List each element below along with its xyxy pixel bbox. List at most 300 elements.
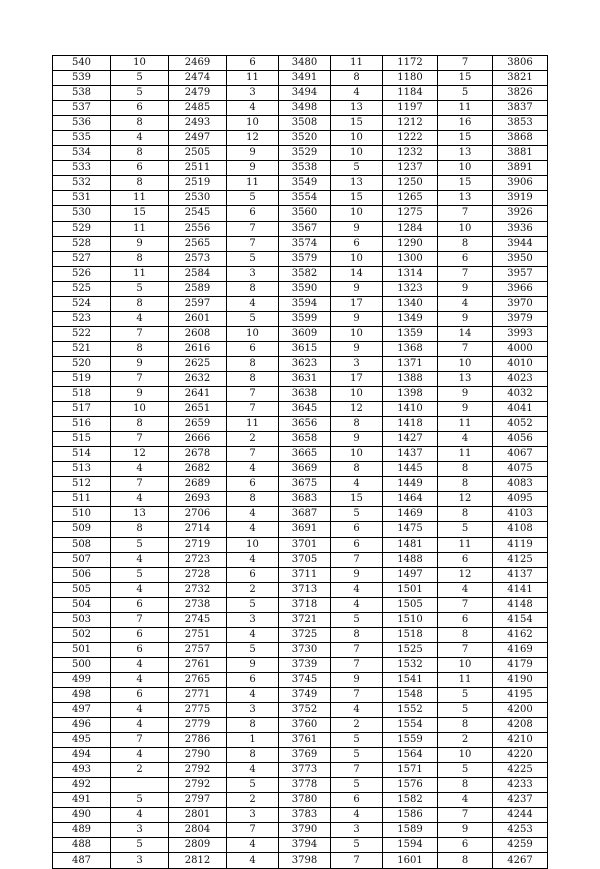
table-cell: 12 [331, 402, 383, 417]
table-cell: 4075 [493, 462, 548, 477]
table-cell: 12 [438, 567, 493, 582]
table-cell: 8 [227, 356, 279, 371]
table-cell: 10 [111, 56, 169, 71]
table-cell: 5 [331, 507, 383, 522]
table-cell: 3599 [279, 311, 331, 326]
table-cell: 1368 [383, 341, 438, 356]
table-cell: 2801 [169, 808, 227, 823]
table-cell: 8 [227, 371, 279, 386]
table-cell: 2732 [169, 582, 227, 597]
table-cell: 4056 [493, 432, 548, 447]
table-cell: 4137 [493, 567, 548, 582]
table-cell: 3881 [493, 146, 548, 161]
table-cell: 9 [331, 432, 383, 447]
table-cell: 8 [331, 417, 383, 432]
table-cell: 1541 [383, 672, 438, 687]
table-cell: 4 [111, 748, 169, 763]
table-cell: 501 [53, 642, 111, 657]
table-cell: 1586 [383, 808, 438, 823]
table-cell: 3669 [279, 462, 331, 477]
table-cell: 1212 [383, 116, 438, 131]
table-cell: 2565 [169, 236, 227, 251]
table-cell: 2666 [169, 432, 227, 447]
table-cell: 508 [53, 537, 111, 552]
table-cell: 538 [53, 86, 111, 101]
table-cell: 4162 [493, 627, 548, 642]
table-row [53, 567, 548, 582]
table-cell: 3821 [493, 71, 548, 86]
table-cell: 4154 [493, 612, 548, 627]
table-cell: 540 [53, 56, 111, 71]
table-cell: 4233 [493, 778, 548, 793]
table-cell: 1 [227, 733, 279, 748]
table-cell: 3638 [279, 387, 331, 402]
table-cell: 5 [111, 567, 169, 582]
table-cell: 1488 [383, 552, 438, 567]
table-row [53, 341, 548, 356]
table-cell: 3560 [279, 206, 331, 221]
table-cell: 1314 [383, 266, 438, 281]
table-cell: 535 [53, 131, 111, 146]
table-cell: 2745 [169, 612, 227, 627]
table-cell: 7 [438, 206, 493, 221]
table-cell: 5 [111, 86, 169, 101]
table-cell: 3582 [279, 266, 331, 281]
table-cell: 8 [438, 462, 493, 477]
table-cell: 3773 [279, 763, 331, 778]
table-cell: 11 [111, 266, 169, 281]
table-cell: 4 [111, 131, 169, 146]
table-cell: 3480 [279, 56, 331, 71]
table-cell: 1505 [383, 597, 438, 612]
table-cell: 2693 [169, 492, 227, 507]
table-cell: 5 [331, 748, 383, 763]
table-cell: 6 [227, 567, 279, 582]
table-cell: 7 [438, 808, 493, 823]
table-cell: 8 [111, 417, 169, 432]
table-cell: 6 [227, 672, 279, 687]
table-cell: 7 [227, 236, 279, 251]
table-cell: 4125 [493, 552, 548, 567]
table-cell: 9 [227, 161, 279, 176]
table-cell: 7 [438, 266, 493, 281]
table-cell: 3631 [279, 371, 331, 386]
table-cell: 4148 [493, 597, 548, 612]
table-cell: 13 [331, 101, 383, 116]
table-row [53, 477, 548, 492]
table-row [53, 131, 548, 146]
table-cell: 1445 [383, 462, 438, 477]
table-cell: 4179 [493, 657, 548, 672]
table-cell: 518 [53, 387, 111, 402]
table-cell: 488 [53, 838, 111, 853]
table-cell: 516 [53, 417, 111, 432]
table-cell: 3554 [279, 191, 331, 206]
table-cell: 11 [227, 176, 279, 191]
table-cell: 11 [227, 71, 279, 86]
table-cell: 4210 [493, 733, 548, 748]
table-row [53, 146, 548, 161]
table-cell: 15 [111, 206, 169, 221]
table-cell: 4 [331, 86, 383, 101]
table-cell: 2689 [169, 477, 227, 492]
table-cell: 1510 [383, 612, 438, 627]
table-cell: 1371 [383, 356, 438, 371]
table-cell: 10 [438, 161, 493, 176]
table-cell: 3701 [279, 537, 331, 552]
table-cell: 3806 [493, 56, 548, 71]
table-cell: 1300 [383, 251, 438, 266]
table-cell: 7 [227, 221, 279, 236]
table-cell: 6 [111, 101, 169, 116]
table-cell: 490 [53, 808, 111, 823]
table-cell: 487 [53, 853, 111, 868]
table-cell: 499 [53, 672, 111, 687]
table-cell: 2641 [169, 387, 227, 402]
table-cell: 3739 [279, 657, 331, 672]
table-cell: 8 [438, 853, 493, 868]
table-cell: 2 [227, 582, 279, 597]
table-cell: 3794 [279, 838, 331, 853]
table-row [53, 71, 548, 86]
table-cell: 7 [331, 763, 383, 778]
table-cell: 3979 [493, 311, 548, 326]
table-row [53, 778, 548, 793]
table-cell: 10 [227, 326, 279, 341]
table-cell: 1172 [383, 56, 438, 71]
table-cell: 15 [438, 176, 493, 191]
table-cell: 497 [53, 703, 111, 718]
table-cell: 2751 [169, 627, 227, 642]
table-cell: 4083 [493, 477, 548, 492]
table-row [53, 733, 548, 748]
table-cell: 9 [111, 387, 169, 402]
table-cell: 5 [438, 763, 493, 778]
table-cell: 2 [227, 432, 279, 447]
table-cell: 4 [331, 703, 383, 718]
table-cell: 1589 [383, 823, 438, 838]
table-cell: 7 [227, 387, 279, 402]
table-row [53, 266, 548, 281]
table-cell: 5 [331, 161, 383, 176]
table-row [53, 356, 548, 371]
table-cell: 3966 [493, 281, 548, 296]
table-cell: 11 [111, 221, 169, 236]
table-cell: 1594 [383, 838, 438, 853]
table-cell: 3579 [279, 251, 331, 266]
table-cell: 6 [111, 642, 169, 657]
table-cell: 2797 [169, 793, 227, 808]
table-cell: 498 [53, 687, 111, 702]
table-cell: 6 [111, 161, 169, 176]
table-cell: 8 [111, 522, 169, 537]
table-cell: 4 [111, 552, 169, 567]
table-cell: 8 [438, 778, 493, 793]
table-cell: 512 [53, 477, 111, 492]
table-cell: 10 [331, 447, 383, 462]
table-cell: 10 [331, 146, 383, 161]
table-cell: 4 [227, 462, 279, 477]
table-row [53, 718, 548, 733]
table-row [53, 191, 548, 206]
table-cell: 10 [438, 356, 493, 371]
table-row [53, 552, 548, 567]
table-cell: 517 [53, 402, 111, 417]
table-cell: 10 [227, 537, 279, 552]
table-cell: 5 [331, 733, 383, 748]
table-cell: 6 [331, 236, 383, 251]
table-cell: 507 [53, 552, 111, 567]
table-cell: 2775 [169, 703, 227, 718]
table-cell: 524 [53, 296, 111, 311]
table-cell: 1464 [383, 492, 438, 507]
table-cell: 17 [331, 371, 383, 386]
table-cell: 7 [438, 56, 493, 71]
table-row [53, 221, 548, 236]
table-cell: 9 [331, 311, 383, 326]
table-cell: 5 [331, 778, 383, 793]
table-cell: 3826 [493, 86, 548, 101]
table-cell: 15 [438, 131, 493, 146]
table-cell: 1559 [383, 733, 438, 748]
table-cell: 3 [227, 808, 279, 823]
table-cell: 1197 [383, 101, 438, 116]
table-row [53, 823, 548, 838]
table-cell: 3 [331, 823, 383, 838]
table-row [53, 432, 548, 447]
table-row [53, 56, 548, 71]
table-cell: 1180 [383, 71, 438, 86]
table-cell: 3 [227, 86, 279, 101]
table-row [53, 627, 548, 642]
table-cell: 10 [331, 206, 383, 221]
table-cell: 2790 [169, 748, 227, 763]
table-cell: 3790 [279, 823, 331, 838]
table-cell: 530 [53, 206, 111, 221]
table-cell: 4225 [493, 763, 548, 778]
table-cell: 2493 [169, 116, 227, 131]
table-cell: 2 [227, 793, 279, 808]
table-cell: 9 [331, 221, 383, 236]
table-row [53, 251, 548, 266]
table-cell: 15 [331, 492, 383, 507]
table-cell: 3705 [279, 552, 331, 567]
table-cell: 532 [53, 176, 111, 191]
table-cell: 5 [111, 793, 169, 808]
table-cell: 3645 [279, 402, 331, 417]
table-cell: 10 [438, 657, 493, 672]
table-cell: 9 [438, 402, 493, 417]
table-cell: 8 [111, 296, 169, 311]
table-cell: 3675 [279, 477, 331, 492]
table-cell: 6 [438, 251, 493, 266]
table-cell: 502 [53, 627, 111, 642]
table-cell: 2804 [169, 823, 227, 838]
table-cell: 4052 [493, 417, 548, 432]
table-cell: 12 [438, 492, 493, 507]
table-cell: 1481 [383, 537, 438, 552]
table-row [53, 703, 548, 718]
table-cell: 1548 [383, 687, 438, 702]
table-cell: 4237 [493, 793, 548, 808]
table-cell: 1232 [383, 146, 438, 161]
table-cell: 3520 [279, 131, 331, 146]
table-cell: 2809 [169, 838, 227, 853]
table-cell: 7 [438, 597, 493, 612]
table-cell: 9 [227, 657, 279, 672]
table-cell: 4095 [493, 492, 548, 507]
table-cell: 3658 [279, 432, 331, 447]
table-cell: 3780 [279, 793, 331, 808]
table-cell: 4 [331, 477, 383, 492]
table-cell: 4 [227, 838, 279, 853]
table-cell: 537 [53, 101, 111, 116]
table-cell: 2651 [169, 402, 227, 417]
table-cell: 6 [438, 552, 493, 567]
table-cell: 4 [227, 763, 279, 778]
table-cell: 4259 [493, 838, 548, 853]
table-cell: 509 [53, 522, 111, 537]
table-cell: 4244 [493, 808, 548, 823]
table-cell: 1427 [383, 432, 438, 447]
table-cell: 5 [227, 778, 279, 793]
table-cell: 10 [438, 221, 493, 236]
table-cell: 495 [53, 733, 111, 748]
table-row [53, 838, 548, 853]
table-cell: 12 [227, 131, 279, 146]
table-cell: 525 [53, 281, 111, 296]
table-cell: 1497 [383, 567, 438, 582]
table-cell: 2601 [169, 311, 227, 326]
table-cell: 1222 [383, 131, 438, 146]
table-cell: 13 [438, 191, 493, 206]
table-body [53, 56, 548, 869]
table-cell: 3926 [493, 206, 548, 221]
table-cell: 2659 [169, 417, 227, 432]
table-cell: 7 [111, 477, 169, 492]
table-cell: 7 [227, 823, 279, 838]
table-cell: 3957 [493, 266, 548, 281]
table-cell: 4 [438, 582, 493, 597]
table-cell: 7 [111, 733, 169, 748]
table-cell: 2 [438, 733, 493, 748]
table-cell: 11 [438, 417, 493, 432]
table-cell: 8 [111, 341, 169, 356]
table-cell: 8 [227, 281, 279, 296]
table-cell: 3761 [279, 733, 331, 748]
table-cell: 4190 [493, 672, 548, 687]
table-cell: 1265 [383, 191, 438, 206]
table-cell: 4 [111, 462, 169, 477]
table-cell: 7 [111, 612, 169, 627]
table-cell: 1554 [383, 718, 438, 733]
table-cell: 527 [53, 251, 111, 266]
table-cell: 3837 [493, 101, 548, 116]
table-cell: 5 [227, 251, 279, 266]
table-cell: 3590 [279, 281, 331, 296]
table-cell: 4000 [493, 341, 548, 356]
table-cell: 3725 [279, 627, 331, 642]
table-cell: 2792 [169, 778, 227, 793]
table-cell: 4 [111, 582, 169, 597]
table-cell: 1571 [383, 763, 438, 778]
table-cell: 9 [331, 567, 383, 582]
table-cell: 4041 [493, 402, 548, 417]
table-cell: 522 [53, 326, 111, 341]
table-cell: 7 [111, 326, 169, 341]
table-cell: 4 [227, 522, 279, 537]
table-cell: 5 [111, 281, 169, 296]
table-cell: 5 [111, 537, 169, 552]
table-cell: 6 [227, 477, 279, 492]
table-cell: 1475 [383, 522, 438, 537]
table-cell: 3713 [279, 582, 331, 597]
table-cell: 4 [227, 507, 279, 522]
table-cell: 529 [53, 221, 111, 236]
table-cell: 6 [331, 537, 383, 552]
table-cell: 9 [438, 311, 493, 326]
table-cell: 2545 [169, 206, 227, 221]
table-cell: 3494 [279, 86, 331, 101]
table-row [53, 582, 548, 597]
table-cell: 3906 [493, 176, 548, 191]
table-cell: 15 [438, 71, 493, 86]
table-cell: 514 [53, 447, 111, 462]
table-cell: 2678 [169, 447, 227, 462]
table-row [53, 763, 548, 778]
table-cell: 8 [331, 627, 383, 642]
table-cell: 1323 [383, 281, 438, 296]
table-cell: 3 [227, 266, 279, 281]
table-cell: 5 [438, 522, 493, 537]
table-cell: 5 [438, 86, 493, 101]
table-cell: 521 [53, 341, 111, 356]
table-row [53, 402, 548, 417]
table-cell: 3594 [279, 296, 331, 311]
table-cell: 1237 [383, 161, 438, 176]
table-cell: 11 [227, 417, 279, 432]
table-cell: 9 [438, 387, 493, 402]
table-cell: 1284 [383, 221, 438, 236]
table-cell: 17 [331, 296, 383, 311]
table-cell: 4103 [493, 507, 548, 522]
table-cell: 3868 [493, 131, 548, 146]
table-cell: 519 [53, 371, 111, 386]
table-cell: 1184 [383, 86, 438, 101]
table-row [53, 371, 548, 386]
table-cell: 2497 [169, 131, 227, 146]
table-row [53, 296, 548, 311]
table-cell: 1349 [383, 311, 438, 326]
table-cell: 4108 [493, 522, 548, 537]
table-cell: 4 [331, 582, 383, 597]
table-cell: 9 [111, 236, 169, 251]
table-cell: 4032 [493, 387, 548, 402]
table-cell: 503 [53, 612, 111, 627]
table-row [53, 657, 548, 672]
table-cell: 3936 [493, 221, 548, 236]
table-cell: 3783 [279, 808, 331, 823]
table-cell: 3665 [279, 447, 331, 462]
table-row [53, 161, 548, 176]
table-cell: 3993 [493, 326, 548, 341]
table-cell: 3730 [279, 642, 331, 657]
table-cell: 2 [331, 718, 383, 733]
table-cell: 2792 [169, 763, 227, 778]
table-cell: 8 [438, 627, 493, 642]
table-cell: 11 [438, 447, 493, 462]
table-cell: 4 [111, 672, 169, 687]
